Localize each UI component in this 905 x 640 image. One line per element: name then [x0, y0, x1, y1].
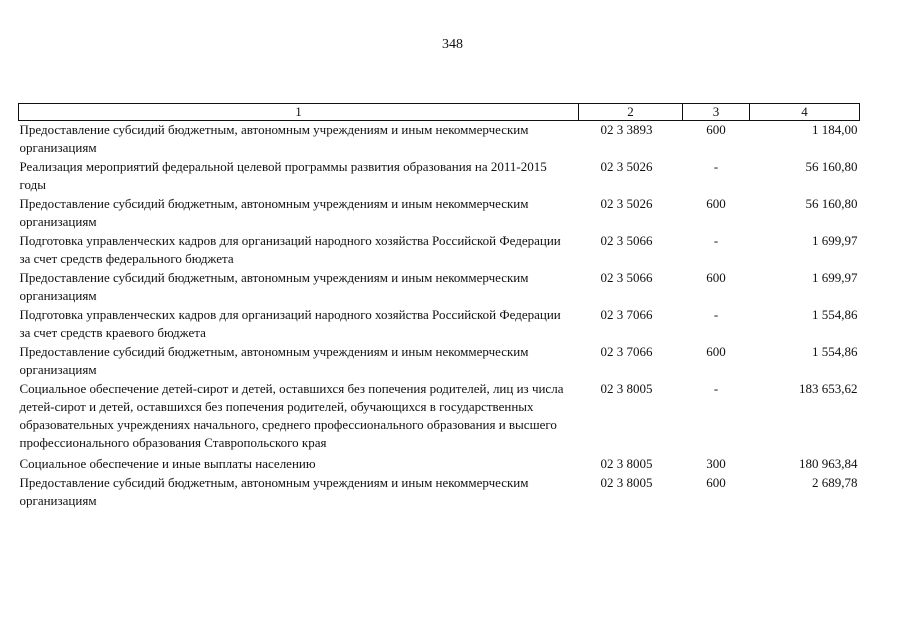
- row-name: Социальное обеспечение и иные выплаты населению: [19, 456, 316, 471]
- row-sum: 2 689,78: [812, 475, 858, 490]
- row-sum: 56 160,80: [805, 159, 858, 174]
- row-name: Предоставление субсидий бюджетным, автономным учреждениям и иным некоммерческим организациям: [19, 122, 529, 155]
- table-row: [19, 121, 860, 159]
- row-code: 02 3 5066: [600, 270, 653, 285]
- table-row: [19, 474, 860, 511]
- row-code: 02 3 3893: [600, 122, 653, 137]
- row-code: 02 3 7066: [600, 344, 653, 359]
- row-name: Предоставление субсидий бюджетным, автономным учреждениям и иным некоммерческим организациям: [19, 196, 529, 229]
- row-name: Предоставление субсидий бюджетным, автономным учреждениям и иным некоммерческим организациям: [19, 270, 529, 303]
- row-code: 02 3 5026: [600, 159, 653, 174]
- row-sum: 180 963,84: [799, 456, 858, 471]
- table-header: [19, 104, 860, 121]
- row-name: Социальное обеспечение детей-сирот и детей, оставшихся без попечения родителей, лиц из числа детей-сирот и детей, оставшихся без попечения родителей, обучающихся в государственных образовательных учреждениях начального, среднего профессионального образования и высшего профессионального образования Ставропольского края: [19, 381, 564, 450]
- row-code: 02 3 8005: [600, 456, 653, 471]
- row-kind: -: [713, 159, 719, 174]
- row-sum: 1 184,00: [812, 122, 858, 137]
- table-row: [19, 306, 860, 343]
- row-name: Реализация мероприятий федеральной целевой программы развития образования на 2011-2015 годы: [19, 159, 547, 192]
- table-body: [19, 121, 860, 512]
- row-kind: -: [713, 307, 719, 322]
- row-sum: 1 699,97: [812, 233, 858, 248]
- row-code: 02 3 8005: [600, 381, 653, 396]
- budget-table: [18, 103, 860, 511]
- row-name: Предоставление субсидий бюджетным, автономным учреждениям и иным некоммерческим организациям: [19, 344, 529, 377]
- row-kind: -: [713, 381, 719, 396]
- row-kind: 600: [706, 344, 726, 359]
- row-sum: 1 554,86: [812, 344, 858, 359]
- row-code: 02 3 7066: [600, 307, 653, 322]
- row-kind: 600: [706, 122, 726, 137]
- header-col-1: 1: [19, 104, 579, 121]
- header-col-3: 3: [683, 104, 750, 121]
- header-row: [19, 104, 860, 121]
- row-kind: 600: [706, 475, 726, 490]
- table-row: [19, 343, 860, 380]
- page-number: 348: [442, 37, 463, 52]
- row-kind: 600: [706, 196, 726, 211]
- table-row: [19, 380, 860, 453]
- table-row: [19, 195, 860, 232]
- row-sum: 183 653,62: [799, 381, 858, 396]
- row-code: 02 3 5066: [600, 233, 653, 248]
- header-col-2: 2: [579, 104, 683, 121]
- table-row: [19, 232, 860, 269]
- table-row: [19, 453, 860, 474]
- row-code: 02 3 5026: [600, 196, 653, 211]
- row-code: 02 3 8005: [600, 475, 653, 490]
- table-row: [19, 158, 860, 195]
- row-sum: 1 554,86: [812, 307, 858, 322]
- row-kind: 600: [706, 270, 726, 285]
- header-col-4: 4: [750, 104, 860, 121]
- row-name: Подготовка управленческих кадров для организаций народного хозяйства Российской Федерации за счет средств краевого бюджета: [19, 307, 561, 340]
- row-kind: 300: [706, 456, 726, 471]
- row-name: Предоставление субсидий бюджетным, автономным учреждениям и иным некоммерческим организациям: [19, 475, 529, 508]
- row-sum: 56 160,80: [805, 196, 858, 211]
- row-sum: 1 699,97: [812, 270, 858, 285]
- table-row: [19, 269, 860, 306]
- row-kind: -: [713, 233, 719, 248]
- row-name: Подготовка управленческих кадров для организаций народного хозяйства Российской Федерации за счет средств федерального бюджета: [19, 233, 561, 266]
